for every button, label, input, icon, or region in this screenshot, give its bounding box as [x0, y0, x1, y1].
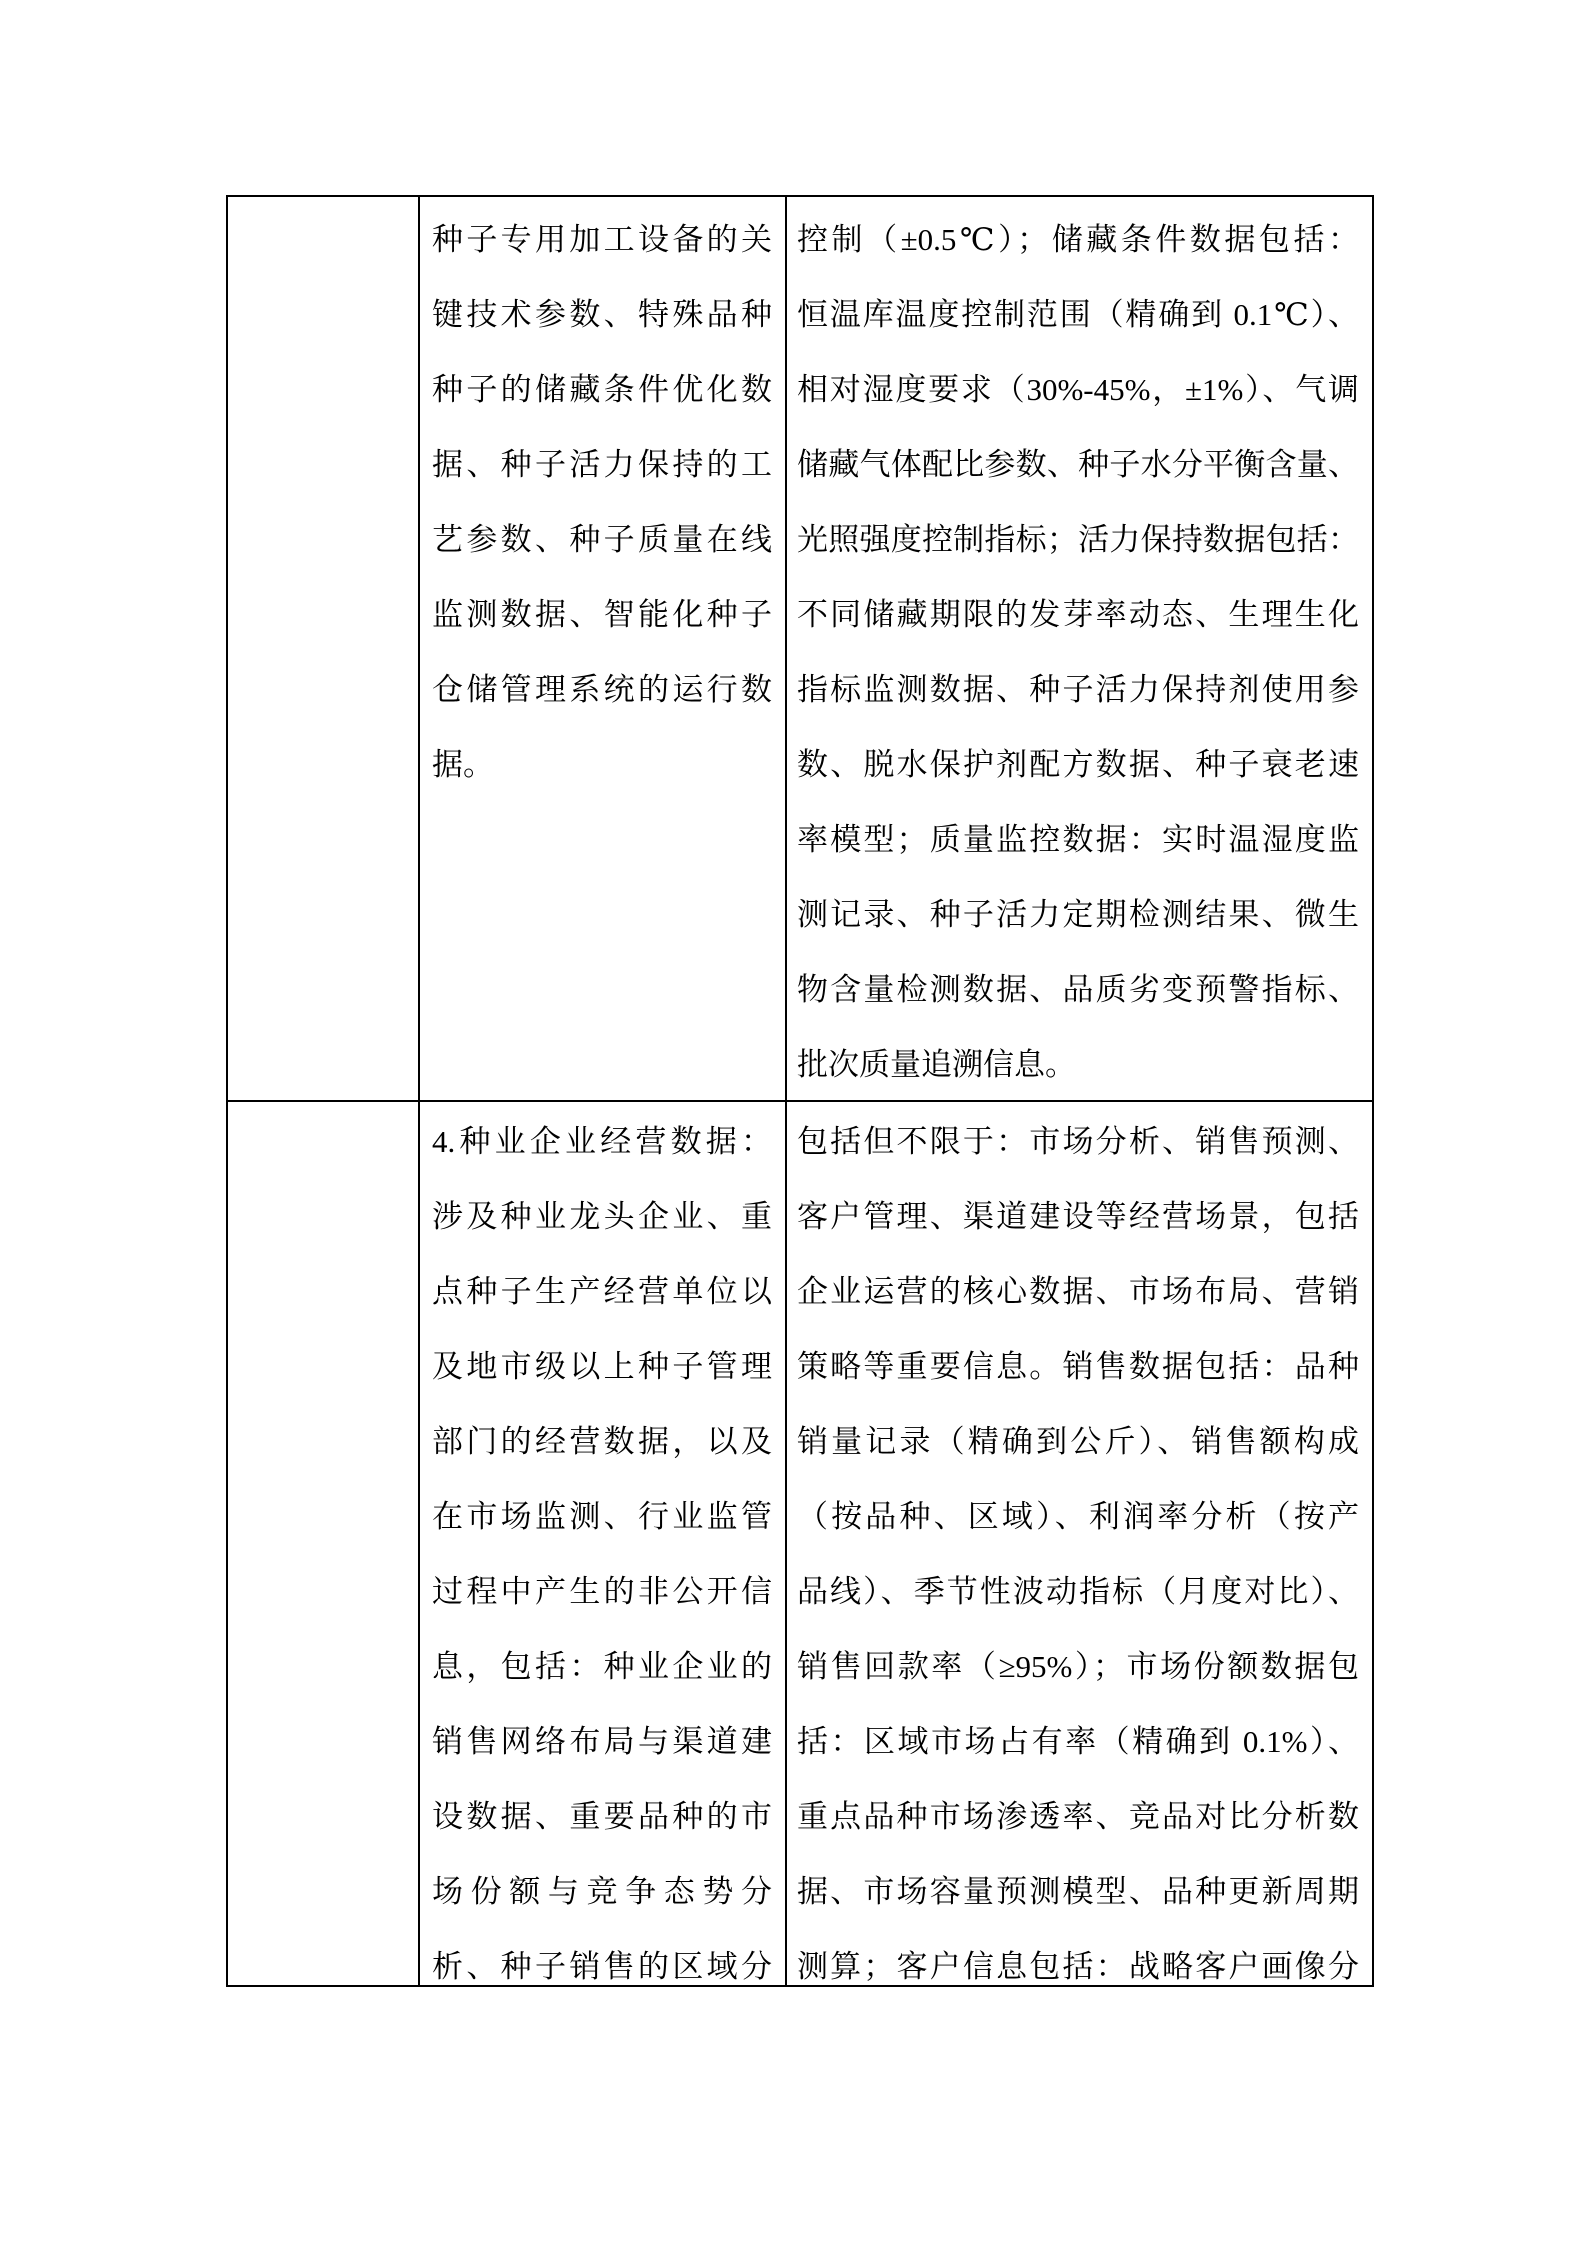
text-line: 企业运营的核心数据、市场布局、营销 — [797, 1274, 1359, 1309]
table-border-left — [226, 195, 228, 1987]
table-border-right — [1372, 195, 1374, 1987]
text-line: 部门的经营数据，以及 — [432, 1424, 772, 1459]
text-line: 在市场监测、行业监管 — [432, 1499, 772, 1534]
text-line: 析、种子销售的区域分 — [432, 1949, 772, 1983]
text-line: 重点品种市场渗透率、竞品对比分析数 — [797, 1799, 1359, 1834]
text-line: 键技术参数、特殊品种 — [432, 297, 772, 332]
text-line: 储藏气体配比参数、种子水分平衡含量、 — [797, 447, 1359, 482]
text-line: 4.种业企业经营数据： — [432, 1124, 772, 1159]
text-line: 据。 — [432, 747, 494, 782]
text-line: 相对湿度要求（30%-45%，±1%）、气调 — [797, 372, 1359, 407]
text-line: 策略等重要信息。销售数据包括：品种 — [797, 1349, 1359, 1384]
text-line: 销售回款率（≥95%）；市场份额数据包 — [797, 1649, 1359, 1684]
text-line: 数、脱水保护剂配方数据、种子衰老速 — [797, 747, 1359, 782]
text-line: 种子专用加工设备的关 — [432, 222, 772, 257]
text-line: 息，包括：种业企业的 — [432, 1649, 772, 1684]
table-cell-row2-col3 — [797, 1104, 1359, 1983]
text-line: 恒温库温度控制范围（精确到 0.1℃）、 — [797, 297, 1359, 332]
table-cell-row1-col3 — [797, 202, 1359, 1098]
text-line: 据、市场容量预测模型、品种更新周期 — [797, 1874, 1359, 1909]
table-row-divider — [226, 1100, 1374, 1102]
text-line: 控制（±0.5℃）；储藏条件数据包括： — [797, 222, 1359, 257]
text-line: 设数据、重要品种的市 — [432, 1799, 772, 1834]
table-cell-row1-col2 — [432, 202, 772, 1098]
text-line: 点种子生产经营单位以 — [432, 1274, 772, 1309]
text-line: 客户管理、渠道建设等经营场景，包括 — [797, 1199, 1359, 1234]
text-line: 光照强度控制指标；活力保持数据包括： — [797, 522, 1359, 557]
table-cell-row2-col2 — [432, 1104, 772, 1983]
text-line: 包括但不限于：市场分析、销售预测、 — [797, 1124, 1359, 1159]
table-column-divider-1 — [418, 195, 420, 1987]
table-border-bottom — [226, 1985, 1374, 1987]
table-column-divider-2 — [785, 195, 787, 1987]
text-line: （按品种、区域）、利润率分析（按产 — [797, 1499, 1359, 1534]
text-line: 不同储藏期限的发芽率动态、生理生化 — [797, 597, 1359, 632]
text-line: 销售网络布局与渠道建 — [432, 1724, 772, 1759]
text-line: 物含量检测数据、品质劣变预警指标、 — [797, 972, 1359, 1007]
text-line: 仓储管理系统的运行数 — [432, 672, 772, 707]
text-line: 批次质量追溯信息。 — [797, 1047, 1076, 1082]
text-line: 括：区域市场占有率（精确到 0.1%）、 — [797, 1724, 1359, 1759]
text-line: 涉及种业龙头企业、重 — [432, 1199, 772, 1234]
text-line: 据、种子活力保持的工 — [432, 447, 772, 482]
text-line: 艺参数、种子质量在线 — [432, 522, 772, 557]
text-line: 率模型；质量监控数据：实时温湿度监 — [797, 822, 1359, 857]
text-line: 测记录、种子活力定期检测结果、微生 — [797, 897, 1359, 932]
text-line: 及地市级以上种子管理 — [432, 1349, 772, 1384]
table-border-top — [226, 195, 1374, 197]
text-line: 场份额与竞争态势分 — [432, 1874, 772, 1909]
text-line: 指标监测数据、种子活力保持剂使用参 — [797, 672, 1359, 707]
text-line: 种子的储藏条件优化数 — [432, 372, 772, 407]
text-line: 监测数据、智能化种子 — [432, 597, 772, 632]
text-line: 销量记录（精确到公斤）、销售额构成 — [797, 1424, 1359, 1459]
text-line: 测算；客户信息包括：战略客户画像分 — [797, 1949, 1359, 1983]
text-line: 品线）、季节性波动指标（月度对比）、 — [797, 1574, 1359, 1609]
text-line: 过程中产生的非公开信 — [432, 1574, 772, 1609]
